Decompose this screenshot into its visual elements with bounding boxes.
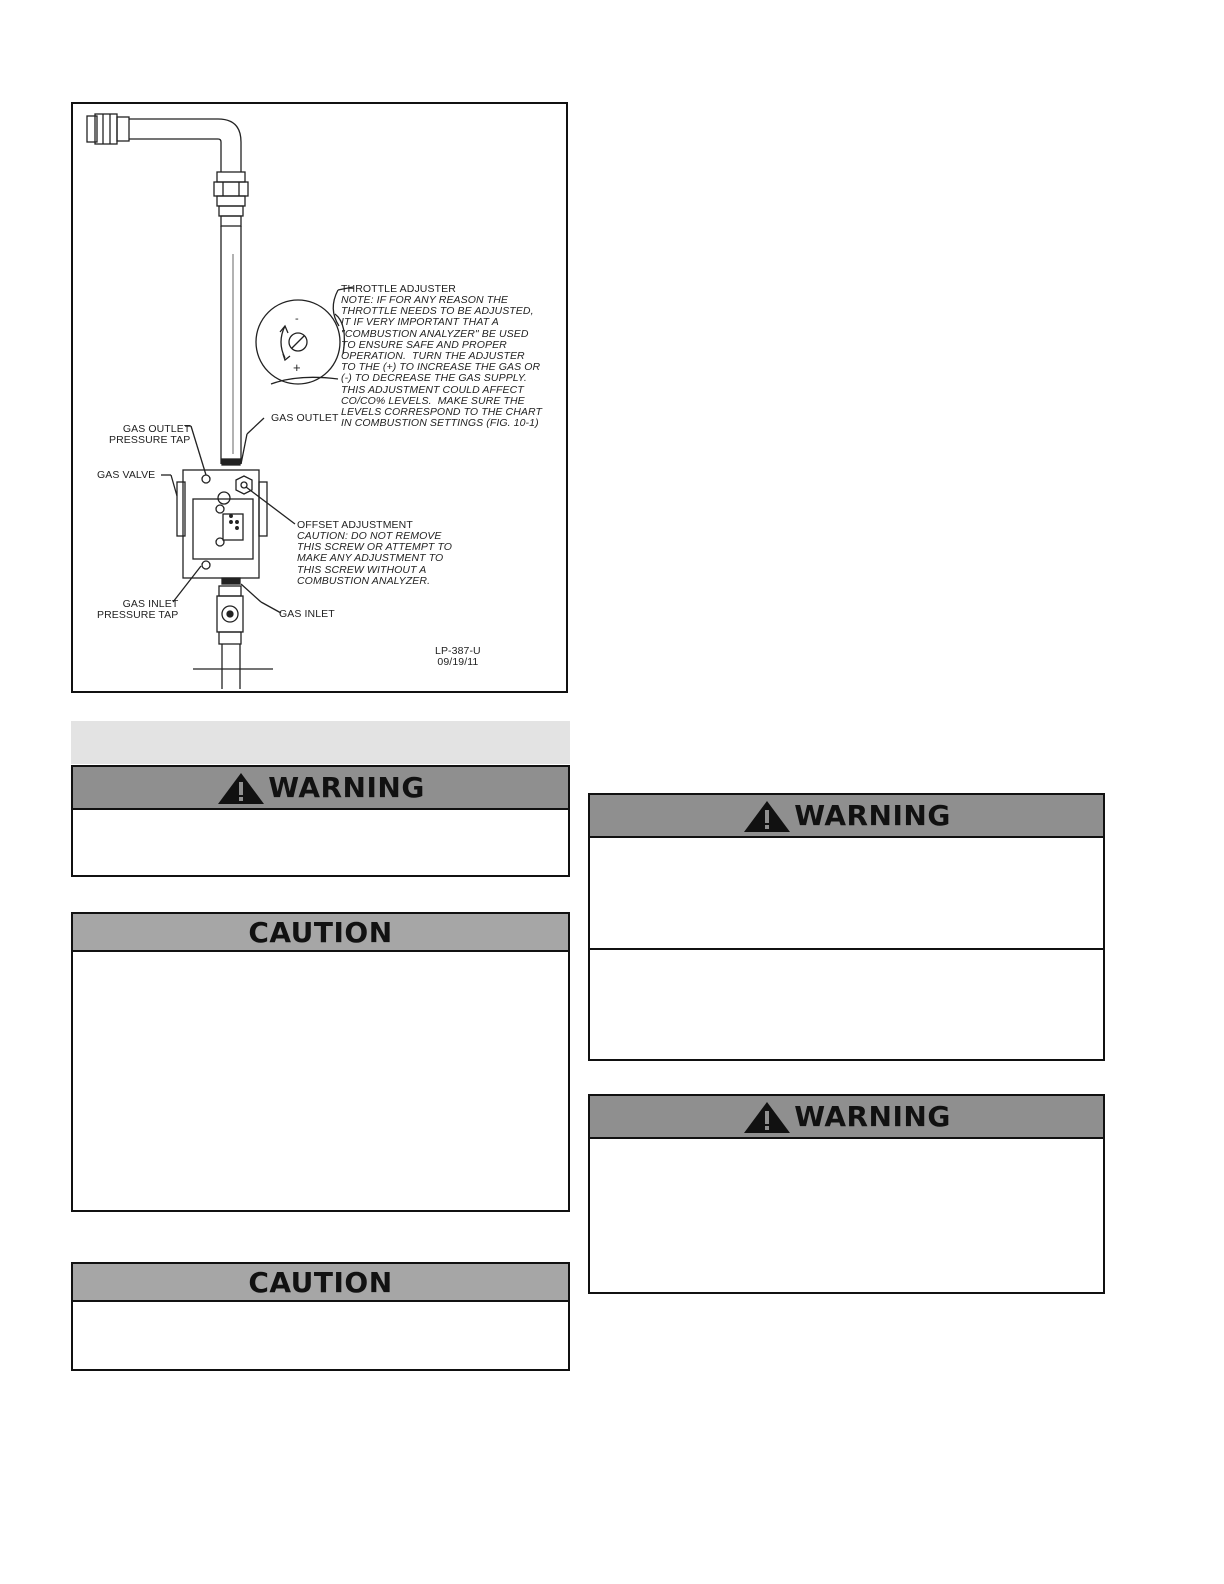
caution-box-1 — [71, 912, 570, 1212]
minus-sign: - — [295, 313, 299, 325]
gas-inlet-label: GAS INLET — [279, 608, 335, 620]
warning-triangle-icon — [216, 771, 266, 805]
gas-outlet-label: GAS OUTLET — [271, 412, 339, 424]
section-band — [71, 721, 570, 764]
warning-header — [590, 795, 1103, 838]
warning-header — [590, 1096, 1103, 1139]
warning-triangle-icon — [742, 1100, 792, 1134]
warning-divider — [590, 948, 1103, 950]
throttle-adjuster-label: THROTTLE ADJUSTER — [341, 283, 456, 295]
gas-valve-figure — [71, 102, 568, 693]
gas-inlet-pressure-tap-label: GAS INLET PRESSURE TAP — [97, 598, 179, 622]
caution-header — [73, 914, 568, 952]
offset-adjustment-label: OFFSET ADJUSTMENT — [297, 519, 413, 531]
warning-triangle-icon — [742, 799, 792, 833]
offset-adjustment-note: CAUTION: DO NOT REMOVE THIS SCREW OR ATTEMPT TO MAKE ANY ADJUSTMENT TO THIS SCREW WITHOUT A COMBUSTION ANALYZER. — [297, 530, 453, 587]
plus-sign: + — [293, 360, 301, 375]
throttle-adjuster-note: NOTE: IF FOR ANY REASON THE THROTTLE NEEDS TO BE ADJUSTED, IT IF VERY IMPORTANT THAT A "COMBUSTION ANALYZER" BE USED TO ENSURE SAFE AND PROPER OPERATION. TURN THE ADJUSTER TO THE (+) TO INCREASE THE GAS OR (-) TO DECREASE THE GAS SUPPLY. THIS ADJUSTMENT COULD AFFECT CO/CO% LEVELS. MAKE SURE THE LEVELS CORRESPOND TO THE CHART IN COMBUSTION SETTINGS (FIG. 10-1) — [341, 294, 542, 430]
warning-header — [73, 767, 568, 810]
warning-box-1 — [71, 765, 570, 877]
warning-box-2 — [588, 793, 1105, 1061]
gas-valve-body — [183, 470, 259, 578]
caution-title: CAUTION — [248, 915, 393, 949]
drawing-id: LP-387-U 09/19/11 — [435, 645, 481, 669]
caution-header — [73, 1264, 568, 1302]
warning-title: WARNING — [268, 771, 425, 804]
caution-title: CAUTION — [248, 1265, 393, 1299]
gas-valve-label: GAS VALVE — [97, 469, 156, 481]
warning-box-3 — [588, 1094, 1105, 1294]
caution-box-2 — [71, 1262, 570, 1371]
warning-title: WARNING — [794, 1100, 951, 1133]
warning-title: WARNING — [794, 799, 951, 832]
gas-outlet-pressure-tap-label: GAS OUTLET PRESSURE TAP — [109, 423, 191, 447]
